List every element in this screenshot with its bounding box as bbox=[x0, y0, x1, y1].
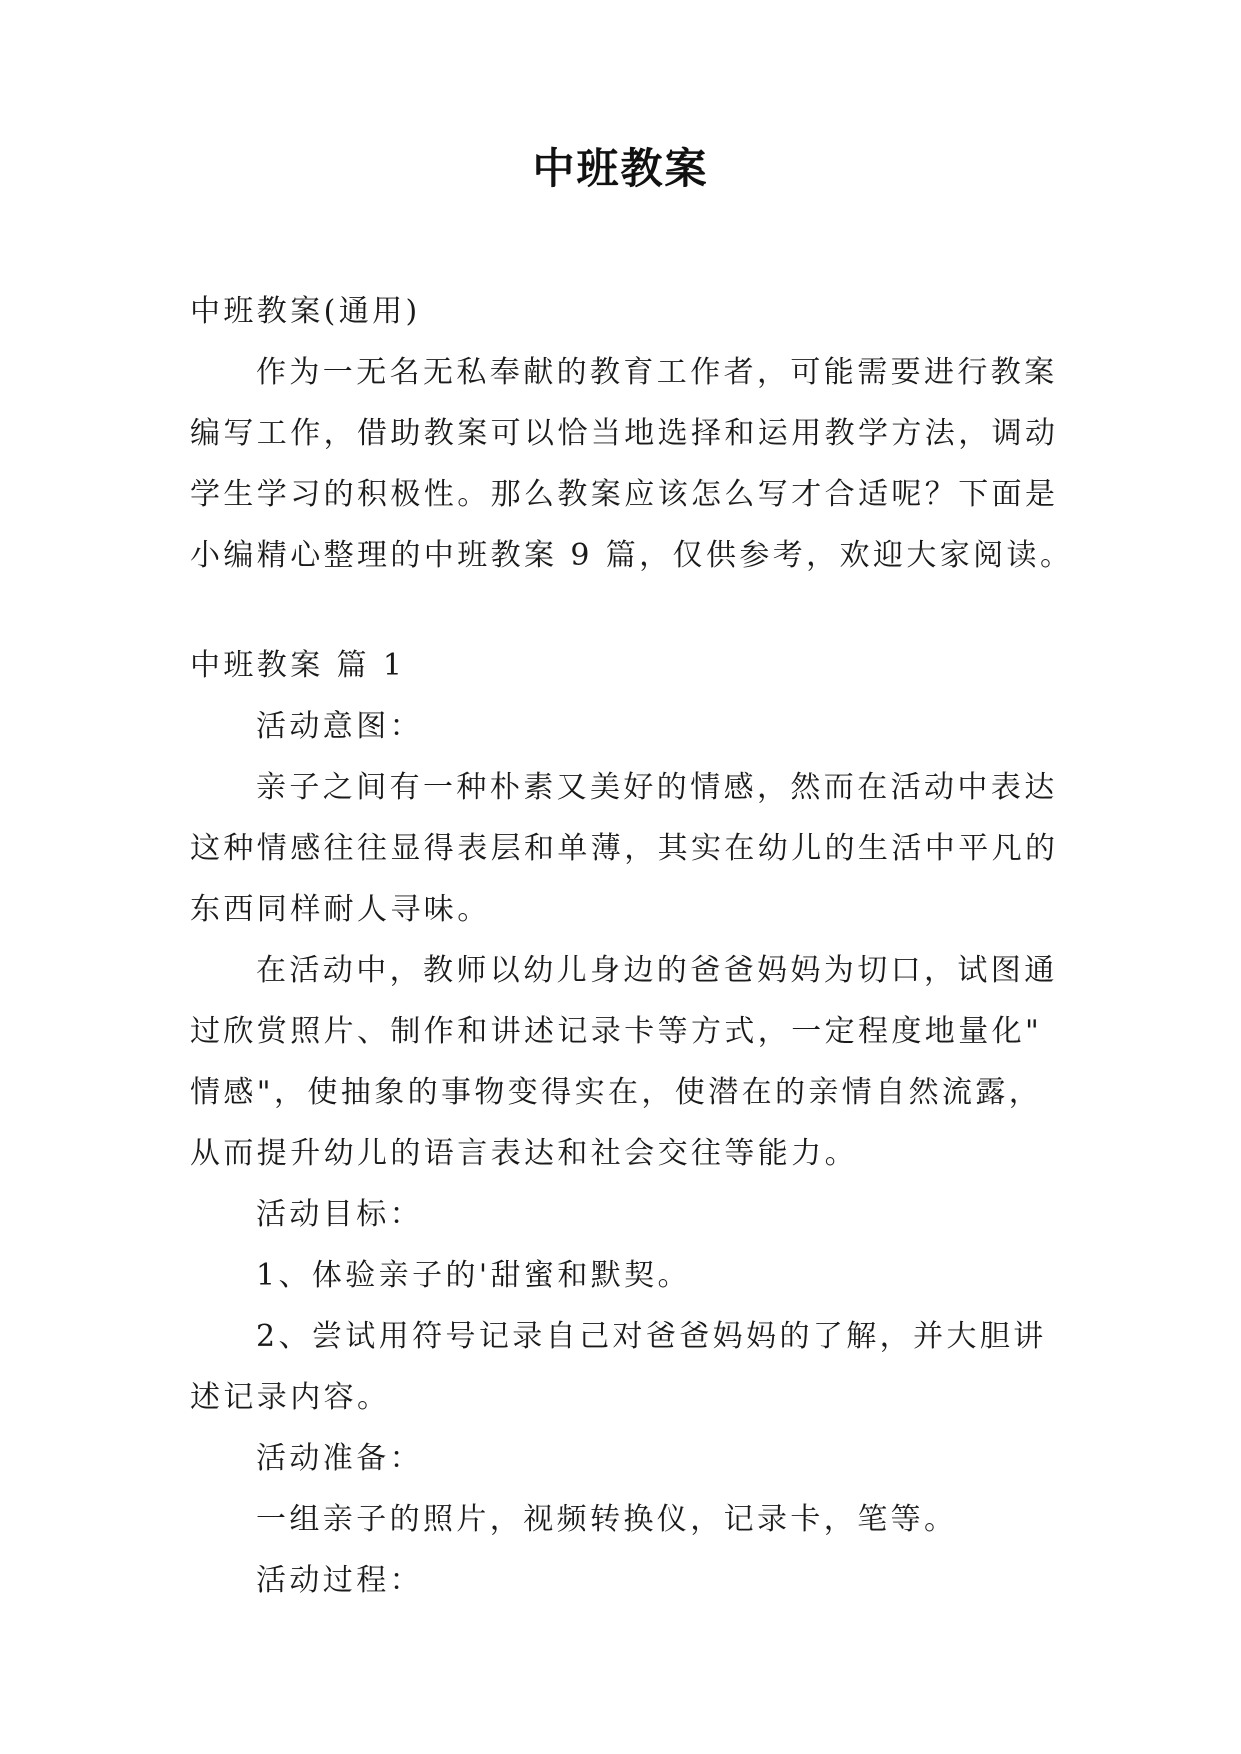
subheading: 活动意图： bbox=[256, 709, 423, 744]
subheading: 活动过程： bbox=[256, 1563, 423, 1598]
section-heading: 中班教案 篇 1 bbox=[190, 648, 406, 683]
paragraph-line: 亲子之间有一种朴素又美好的情感，然而在活动中表达 bbox=[256, 770, 1058, 805]
paragraph-line: 一组亲子的照片，视频转换仪，记录卡，笔等。 bbox=[256, 1502, 958, 1537]
paragraph-line: 情感"，使抽象的事物变得实在，使潜在的亲情自然流露， bbox=[190, 1075, 1043, 1110]
paragraph-line: 这种情感往往显得表层和单薄，其实在幼儿的生活中平凡的 bbox=[190, 831, 1059, 866]
paragraph-line: 从而提升幼儿的语言表达和社会交往等能力。 bbox=[190, 1136, 858, 1171]
list-item: 1、体验亲子的'甜蜜和默契。 bbox=[256, 1258, 691, 1293]
intro-paragraph-line: 小编精心整理的中班教案 9 篇，仅供参考，欢迎大家阅读。 bbox=[190, 538, 1074, 573]
paragraph-line: 过欣赏照片、制作和讲述记录卡等方式，一定程度地量化" bbox=[190, 1014, 1043, 1049]
paragraph-line: 在活动中，教师以幼儿身边的爸爸妈妈为切口，试图通 bbox=[256, 953, 1058, 988]
list-item-continued: 述记录内容。 bbox=[190, 1380, 391, 1415]
intro-paragraph-line: 编写工作，借助教案可以恰当地选择和运用教学方法，调动 bbox=[190, 416, 1059, 451]
paragraph-line: 东西同样耐人寻味。 bbox=[190, 892, 491, 927]
intro-paragraph-line: 学生学习的积极性。那么教案应该怎么写才合适呢？下面是 bbox=[190, 477, 1059, 512]
intro-paragraph-line: 作为一无名无私奉献的教育工作者，可能需要进行教案 bbox=[256, 355, 1058, 390]
document-title: 中班教案 bbox=[532, 144, 709, 193]
doc-subtitle: 中班教案(通用) bbox=[190, 294, 421, 329]
subheading: 活动目标： bbox=[256, 1197, 423, 1232]
subheading: 活动准备： bbox=[256, 1441, 423, 1476]
list-item: 2、尝试用符号记录自己对爸爸妈妈的了解，并大胆讲 bbox=[256, 1319, 1047, 1354]
